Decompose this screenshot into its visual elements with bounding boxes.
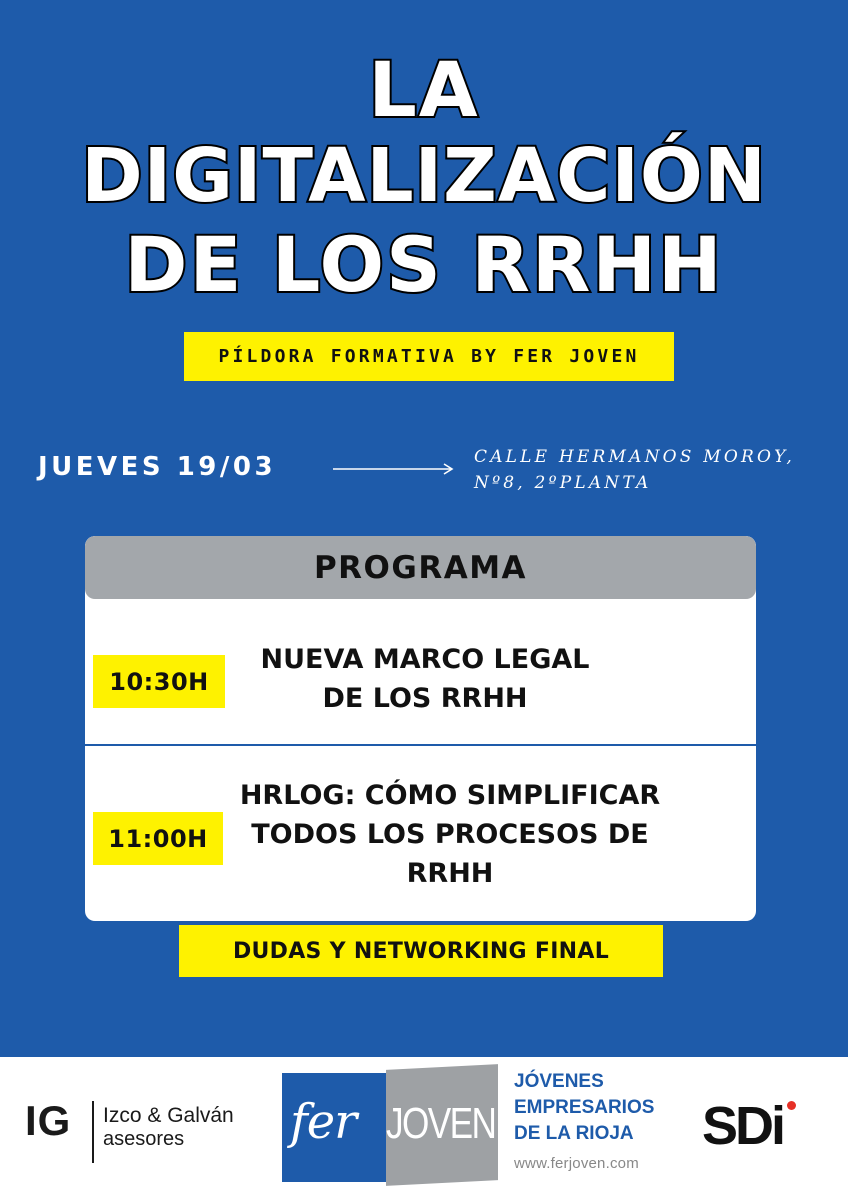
ferjoven-url: www.ferjoven.com — [514, 1155, 639, 1172]
event-date: JUEVES 19/03 — [38, 452, 277, 482]
closing-text: DUDAS Y NETWORKING FINAL — [232, 938, 610, 964]
session-title-line: NUEVA MARCO LEGAL — [260, 644, 590, 675]
event-address — [474, 444, 795, 496]
address-line-2: Nº8, 2ºPLANTA — [474, 473, 652, 493]
program-header — [85, 536, 756, 599]
ferjoven-tagline — [514, 1069, 654, 1147]
session-time-badge: 10:30H — [93, 655, 225, 708]
program-title: PROGRAMA — [313, 549, 528, 586]
tagline-line: DE LA RIOJA — [514, 1123, 634, 1144]
ig-logo-name: Izco & Galván — [103, 1104, 234, 1127]
session-title-line: TODOS LOS PROCESOS DE — [251, 819, 649, 850]
address-line-1: CALLE HERMANOS MOROY, — [474, 447, 795, 467]
session-divider — [85, 744, 756, 746]
session-title-line: HRLOG: CÓMO SIMPLIFICAR — [239, 780, 661, 811]
session-title — [225, 776, 675, 893]
program-card — [85, 536, 756, 921]
sponsor-footer — [0, 1057, 848, 1200]
title-line-2: DIGITALIZACIÓN — [81, 133, 767, 219]
fer-logo-text: fer — [290, 1094, 357, 1150]
session-title-line: RRHH — [406, 858, 494, 889]
subtitle-banner — [184, 332, 674, 381]
session-title — [235, 640, 615, 718]
ig-logo-sub: asesores — [103, 1128, 185, 1150]
sdi-logo-text: SDi — [702, 1096, 784, 1156]
session-title-line: DE LOS RRHH — [322, 683, 528, 714]
session-time-badge: 11:00H — [93, 812, 223, 865]
title-line-3: DE LOS RRHH — [124, 220, 724, 309]
ig-logo-mark: IG — [25, 1097, 72, 1144]
closing-banner — [179, 925, 663, 977]
tagline-line: JÓVENES — [514, 1071, 604, 1092]
sdi-accent-dot — [787, 1101, 796, 1110]
subtitle-text: PÍLDORA FORMATIVA BY FER JOVEN — [218, 346, 640, 367]
logo-separator — [92, 1101, 94, 1163]
joven-logo-text: JOVEN — [386, 1099, 496, 1148]
arrow-right-icon — [333, 461, 455, 477]
title-line-1: LA — [368, 45, 480, 134]
tagline-line: EMPRESARIOS — [514, 1097, 655, 1118]
